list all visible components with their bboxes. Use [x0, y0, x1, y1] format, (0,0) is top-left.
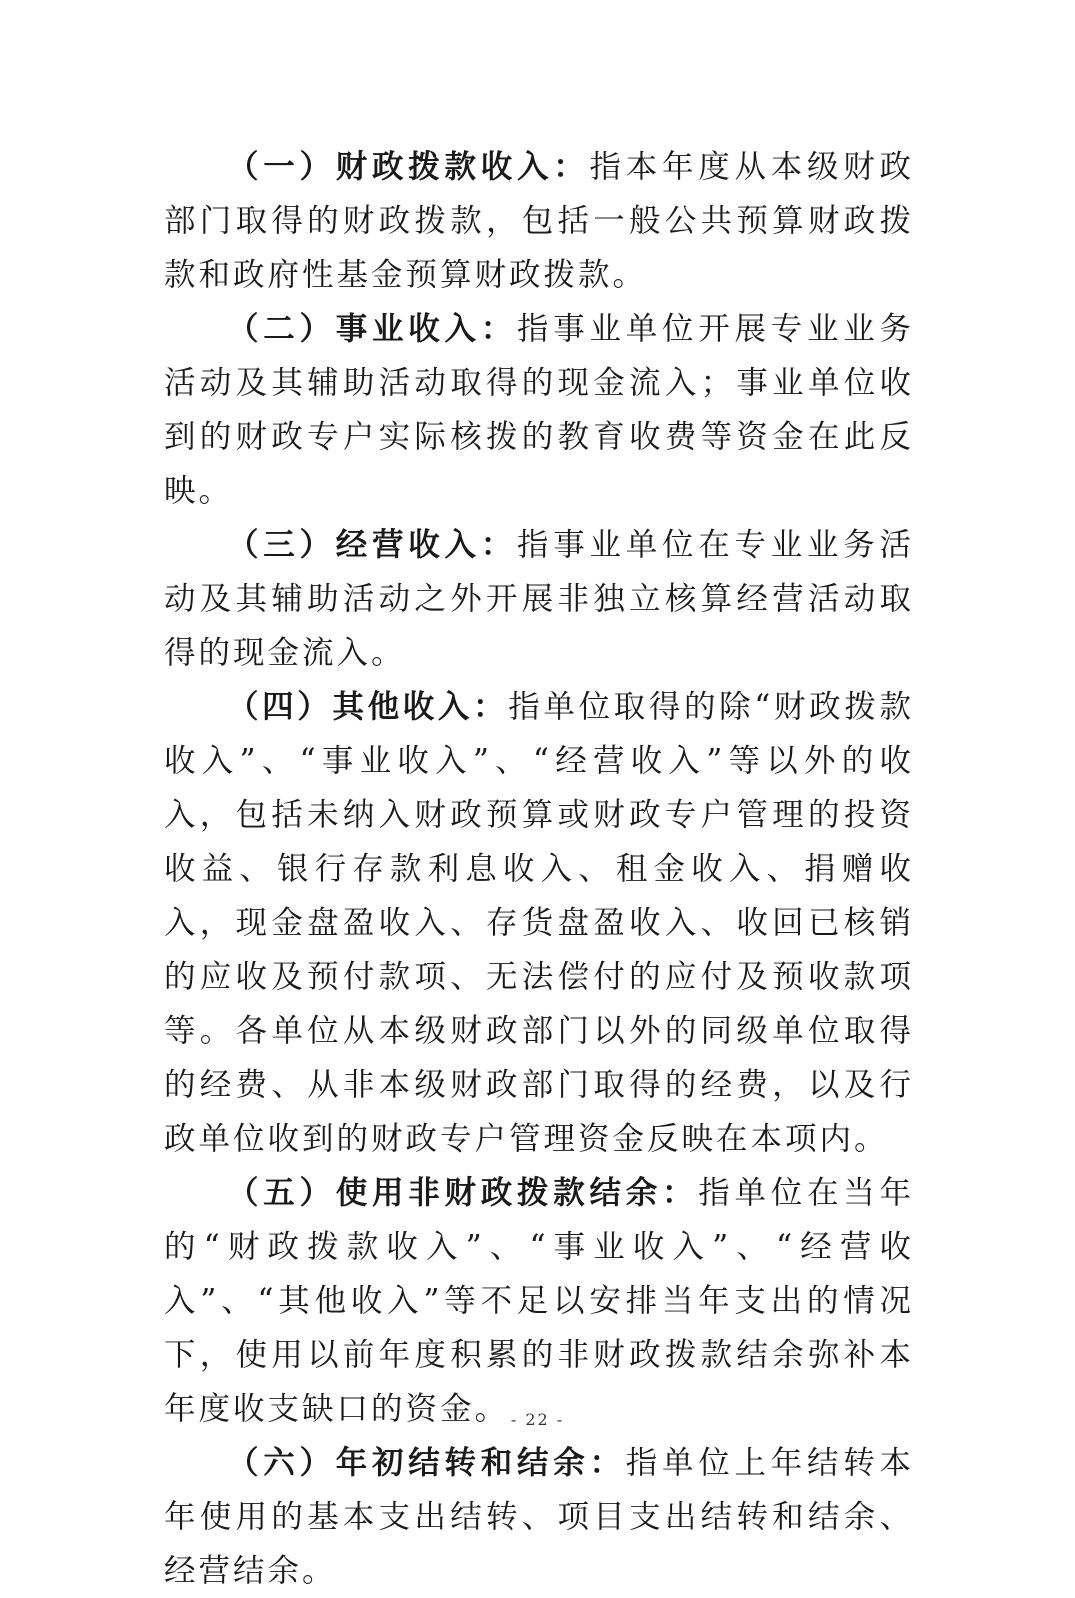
paragraph-text: 指事业单位在专业业务活动及其辅助活动之外开展非独立核算经营活动取得的现金流入。 — [164, 527, 914, 671]
paragraph-text: 指单位在当年的“财政拨款收入”、“事业收入”、“经营收入”、“其他收入”等不足以安排当年支出的情况下，使用以前年度积累的非财政拨款结余弥补本年度收支缺口的资金。 — [164, 1175, 914, 1427]
paragraph-heading: （一）财政拨款收入： — [227, 148, 590, 185]
document-body — [164, 140, 914, 1598]
paragraph-heading: （五）使用非财政拨款结余： — [227, 1174, 699, 1211]
paragraph-heading: （六）年初结转和结余： — [227, 1444, 626, 1481]
paragraph-text: 指单位上年结转本年使用的基本支出结转、项目支出结转和结余、经营结余。 — [164, 1445, 914, 1589]
paragraph-beginning-carryover — [164, 1436, 914, 1598]
paragraph-business-income — [164, 302, 914, 518]
paragraph-text: 指单位取得的除“财政拨款收入”、“事业收入”、“经营收入”等以外的收入，包括未纳入财政预算或财政专户管理的投资收益、银行存款利息收入、租金收入、捐赠收入，现金盘盈收入、存货盘盈收入、收回已核销的应收及预付款项、无法偿付的应付及预收款项等。各单位从本级财政部门以外的同级单位取得的经费、从非本级财政部门取得的经费，以及行政单位收到的财政专户管理资金反映在本项内。 — [164, 689, 914, 1157]
page-number: - 22 - — [510, 1410, 565, 1429]
paragraph-non-fiscal-surplus — [164, 1166, 914, 1436]
paragraph-heading: （四）其他收入： — [227, 688, 509, 725]
paragraph-other-income — [164, 680, 914, 1166]
paragraph-text: 指事业单位开展专业业务活动及其辅助活动取得的现金流入；事业单位收到的财政专户实际核拨的教育收费等资金在此反映。 — [164, 311, 914, 509]
paragraph-heading: （三）经营收入： — [227, 526, 517, 563]
paragraph-operating-income — [164, 518, 914, 680]
paragraph-text: 指本年度从本级财政部门取得的财政拨款，包括一般公共预算财政拨款和政府性基金预算财政拨款。 — [164, 149, 914, 293]
paragraph-fiscal-appropriation-income — [164, 140, 914, 302]
paragraph-heading: （二）事业收入： — [227, 310, 517, 347]
